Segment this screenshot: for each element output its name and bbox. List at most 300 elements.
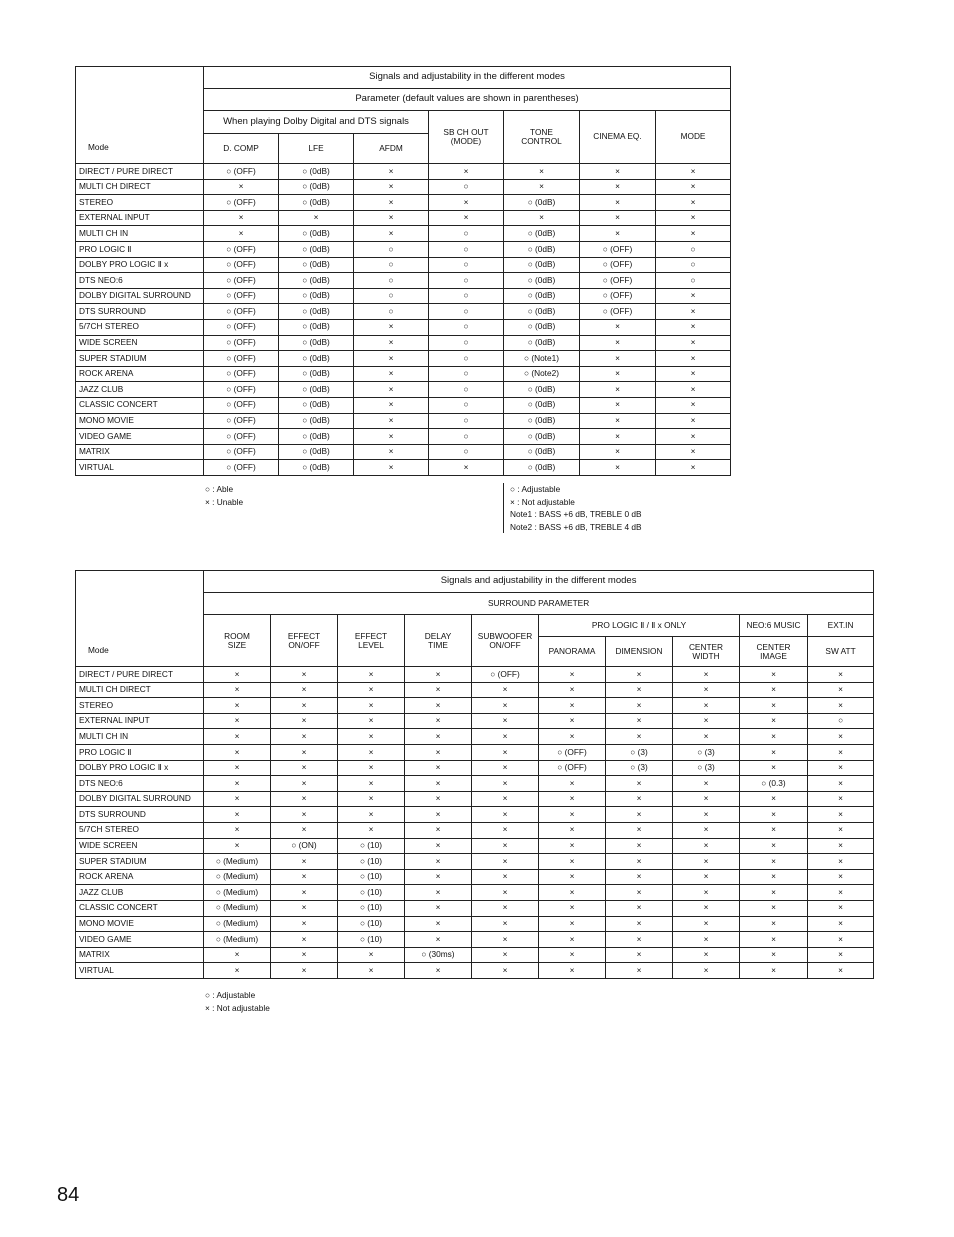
mode-name: SUPER STADIUM: [76, 854, 204, 870]
table-row: [76, 729, 874, 745]
table-cell: ○: [429, 319, 504, 335]
table-cell: ×: [539, 838, 606, 854]
table-cell: ×: [673, 854, 740, 870]
table-cell: ×: [539, 729, 606, 745]
legend-adjustable: [205, 989, 270, 1014]
table-row: [76, 822, 874, 838]
table-cell: ×: [472, 760, 539, 776]
table-cell: ×: [271, 932, 338, 948]
dolby-dts-group-header: When playing Dolby Digital and DTS signals: [204, 111, 429, 134]
table-cell: ×: [539, 682, 606, 698]
table-cell: ×: [338, 760, 405, 776]
table-cell: ×: [606, 963, 673, 979]
table-cell: ○: [656, 241, 731, 257]
table-cell: ○: [354, 257, 429, 273]
table-cell: ×: [656, 179, 731, 195]
table-cell: ×: [405, 807, 472, 823]
table-cell: ×: [204, 963, 271, 979]
column-header: ROOM SIZE: [204, 615, 271, 667]
mode-column-header: Mode: [76, 571, 204, 667]
table-cell: ○ (0dB): [504, 288, 580, 304]
table-cell: ×: [656, 210, 731, 226]
mode-name: EXTERNAL INPUT: [76, 713, 204, 729]
table-cell: ×: [606, 869, 673, 885]
table-cell: ×: [354, 429, 429, 445]
table-cell: ×: [204, 776, 271, 792]
mode-name: DOLBY PRO LOGIC Ⅱ x: [76, 257, 204, 273]
mode-name: 5/7CH STEREO: [76, 319, 204, 335]
table-cell: ○: [429, 257, 504, 273]
table-cell: ○ (0dB): [504, 397, 580, 413]
table-cell: ×: [539, 713, 606, 729]
table-cell: ×: [354, 210, 429, 226]
table-cell: ×: [673, 807, 740, 823]
table-cell: ×: [606, 885, 673, 901]
table-cell: ○: [429, 397, 504, 413]
table-cell: ×: [606, 947, 673, 963]
table-cell: ×: [539, 916, 606, 932]
table-cell: ○: [354, 304, 429, 320]
table-cell: ×: [580, 195, 656, 211]
table-cell: ×: [580, 164, 656, 180]
table-cell: ○ (10): [338, 838, 405, 854]
table-cell: ○ (OFF): [204, 257, 279, 273]
table-cell: ○: [354, 273, 429, 289]
table-cell: ○ (OFF): [204, 444, 279, 460]
table-cell: ×: [472, 682, 539, 698]
table-row: [76, 288, 731, 304]
table-cell: ○: [354, 288, 429, 304]
table-cell: ×: [656, 335, 731, 351]
table-row: [76, 667, 874, 683]
table-cell: ○ (0dB): [504, 195, 580, 211]
table-row: [76, 179, 731, 195]
mode-name: DOLBY PRO LOGIC Ⅱ x: [76, 760, 204, 776]
column-header: PANORAMA: [539, 637, 606, 667]
table-cell: ×: [354, 319, 429, 335]
legend-item: × : Not adjustable: [510, 496, 575, 507]
table-cell: ○ (0dB): [279, 351, 354, 367]
table-cell: ×: [405, 760, 472, 776]
table-cell: ×: [354, 351, 429, 367]
table-cell: ×: [740, 744, 808, 760]
table-cell: ×: [271, 667, 338, 683]
mode-name: WIDE SCREEN: [76, 335, 204, 351]
table-cell: ○ (OFF): [204, 195, 279, 211]
table-row: [76, 947, 874, 963]
table-cell: ○ (OFF): [580, 273, 656, 289]
table-cell: ×: [606, 932, 673, 948]
mode-name: JAZZ CLUB: [76, 382, 204, 398]
table-cell: ○ (Note1): [504, 351, 580, 367]
table-row: [76, 900, 874, 916]
table-cell: ×: [740, 729, 808, 745]
table-cell: ○: [429, 335, 504, 351]
table-cell: ×: [808, 682, 874, 698]
table-cell: ×: [354, 413, 429, 429]
table-cell: ×: [673, 947, 740, 963]
table-cell: ×: [504, 164, 580, 180]
table-cell: ×: [539, 869, 606, 885]
table-cell: ○ (OFF): [580, 288, 656, 304]
table-cell: ×: [271, 791, 338, 807]
mode-name: DOLBY DIGITAL SURROUND: [76, 791, 204, 807]
table-cell: ×: [656, 351, 731, 367]
table-cell: ×: [673, 916, 740, 932]
table-cell: ○ (Medium): [204, 885, 271, 901]
table-cell: ×: [405, 869, 472, 885]
table-cell: ×: [740, 698, 808, 714]
table-cell: ×: [338, 963, 405, 979]
table-cell: ○ (OFF): [204, 429, 279, 445]
table-cell: ×: [740, 667, 808, 683]
mode-name: DIRECT / PURE DIRECT: [76, 667, 204, 683]
table-cell: ×: [656, 319, 731, 335]
table-cell: ×: [673, 822, 740, 838]
table-cell: ×: [606, 776, 673, 792]
mode-name: DTS NEO:6: [76, 273, 204, 289]
mode-name: DTS NEO:6: [76, 776, 204, 792]
column-header: D. COMP: [204, 134, 279, 164]
table-cell: ×: [606, 698, 673, 714]
table-cell: ○ (0dB): [279, 382, 354, 398]
table-cell: ○ (0dB): [279, 335, 354, 351]
table-row: [76, 351, 731, 367]
table-row: [76, 791, 874, 807]
table2-title: Signals and adjustability in the different modes: [204, 571, 874, 593]
table-cell: ○ (OFF): [204, 351, 279, 367]
table-cell: ○ (OFF): [204, 382, 279, 398]
column-header: SW ATT: [808, 637, 874, 667]
table-cell: ×: [740, 854, 808, 870]
table-cell: ×: [580, 460, 656, 476]
table-cell: ×: [405, 791, 472, 807]
table-cell: ×: [673, 838, 740, 854]
mode-name: CLASSIC CONCERT: [76, 900, 204, 916]
table-cell: ×: [405, 776, 472, 792]
table-cell: ○ (OFF): [204, 335, 279, 351]
table-cell: ○ (OFF): [580, 241, 656, 257]
table-cell: ×: [204, 760, 271, 776]
table-cell: ×: [338, 947, 405, 963]
table-cell: ×: [808, 744, 874, 760]
table-cell: ×: [606, 854, 673, 870]
table-cell: ○ (0dB): [279, 366, 354, 382]
mode-name: CLASSIC CONCERT: [76, 397, 204, 413]
mode-name: VIDEO GAME: [76, 429, 204, 445]
table-cell: ×: [539, 822, 606, 838]
table-row: [76, 429, 731, 445]
table-cell: ○ (0dB): [504, 257, 580, 273]
table-cell: ×: [740, 947, 808, 963]
table-row: [76, 460, 731, 476]
table2-subtitle: SURROUND PARAMETER: [204, 593, 874, 615]
table-cell: ×: [673, 698, 740, 714]
table-row: [76, 869, 874, 885]
table-row: [76, 413, 731, 429]
table-cell: ○ (0dB): [279, 444, 354, 460]
table-row: [76, 444, 731, 460]
table-cell: ○ (Medium): [204, 854, 271, 870]
table-cell: ×: [338, 776, 405, 792]
table-cell: ×: [271, 900, 338, 916]
table-cell: ×: [808, 729, 874, 745]
table-cell: ×: [405, 932, 472, 948]
table-row: [76, 713, 874, 729]
table-cell: ○ (0dB): [504, 429, 580, 445]
table-cell: ○: [429, 179, 504, 195]
table-cell: ○: [808, 713, 874, 729]
legend-item: × : Not adjustable: [205, 1002, 270, 1013]
table-row: [76, 963, 874, 979]
table-cell: ○ (0dB): [504, 460, 580, 476]
legend-note: Note1 : BASS +6 dB, TREBLE 0 dB: [510, 509, 642, 519]
table-cell: ×: [204, 744, 271, 760]
table-cell: ×: [673, 885, 740, 901]
table-cell: ○ (OFF): [580, 304, 656, 320]
table-cell: ○ (0dB): [279, 195, 354, 211]
table-cell: ○ (0dB): [279, 397, 354, 413]
table-cell: ×: [271, 713, 338, 729]
table-cell: ○: [354, 241, 429, 257]
table-cell: ×: [539, 698, 606, 714]
column-header: LFE: [279, 134, 354, 164]
table-cell: ○: [656, 257, 731, 273]
table-cell: ×: [656, 366, 731, 382]
table-cell: ×: [429, 460, 504, 476]
table-cell: ×: [808, 791, 874, 807]
mode-name: DTS SURROUND: [76, 304, 204, 320]
table-cell: ×: [271, 682, 338, 698]
table-cell: ×: [338, 698, 405, 714]
table-cell: ×: [354, 397, 429, 413]
mode-name: MATRIX: [76, 947, 204, 963]
table-cell: ×: [539, 963, 606, 979]
table-cell: ○ (3): [606, 760, 673, 776]
table-cell: ×: [673, 682, 740, 698]
mode-name: SUPER STADIUM: [76, 351, 204, 367]
table-cell: ×: [204, 807, 271, 823]
table-cell: ×: [673, 791, 740, 807]
table-cell: ×: [405, 900, 472, 916]
table-cell: ×: [740, 932, 808, 948]
table-cell: ×: [271, 729, 338, 745]
table-cell: ×: [740, 682, 808, 698]
table-cell: ○: [429, 304, 504, 320]
table-cell: ○: [429, 241, 504, 257]
mode-name: MULTI CH DIRECT: [76, 682, 204, 698]
table-row: [76, 210, 731, 226]
table-cell: ×: [405, 963, 472, 979]
table-cell: ×: [606, 807, 673, 823]
mode-name: DTS SURROUND: [76, 807, 204, 823]
mode-name: VIRTUAL: [76, 963, 204, 979]
mode-name: VIRTUAL: [76, 460, 204, 476]
table-cell: ×: [504, 179, 580, 195]
column-header: EFFECT ON/OFF: [271, 615, 338, 667]
table-cell: ○ (0dB): [279, 179, 354, 195]
table-cell: ○ (0dB): [279, 429, 354, 445]
table-cell: ×: [606, 682, 673, 698]
table-row: [76, 838, 874, 854]
table-row: [76, 885, 874, 901]
table-cell: ×: [808, 900, 874, 916]
table-cell: ×: [271, 916, 338, 932]
table-cell: ○ (OFF): [204, 288, 279, 304]
table-cell: ○ (10): [338, 854, 405, 870]
column-header: MODE: [656, 111, 731, 164]
table-cell: ○ (ON): [271, 838, 338, 854]
table-cell: ×: [808, 947, 874, 963]
table-cell: ×: [405, 854, 472, 870]
table-cell: ○ (OFF): [204, 460, 279, 476]
table-cell: ×: [405, 729, 472, 745]
table-row: [76, 273, 731, 289]
table-cell: ×: [271, 947, 338, 963]
table-cell: ○ (0dB): [504, 273, 580, 289]
mode-name: WIDE SCREEN: [76, 838, 204, 854]
table-cell: ×: [740, 885, 808, 901]
table-cell: ×: [405, 885, 472, 901]
mode-name: MONO MOVIE: [76, 413, 204, 429]
table-cell: ×: [472, 869, 539, 885]
table-cell: ×: [808, 667, 874, 683]
mode-name: MONO MOVIE: [76, 916, 204, 932]
table-cell: ×: [472, 947, 539, 963]
table-cell: ×: [405, 713, 472, 729]
table-cell: ×: [740, 916, 808, 932]
table-cell: ○ (Medium): [204, 932, 271, 948]
table-cell: ×: [580, 210, 656, 226]
table-cell: ×: [580, 335, 656, 351]
mode-name: MATRIX: [76, 444, 204, 460]
table-row: [76, 397, 731, 413]
column-header: AFDM: [354, 134, 429, 164]
table-cell: ○ (0dB): [504, 226, 580, 242]
table-cell: ○: [429, 366, 504, 382]
table-row: [76, 195, 731, 211]
table-cell: ×: [472, 807, 539, 823]
mode-name: MULTI CH IN: [76, 729, 204, 745]
column-header: CENTER WIDTH: [673, 637, 740, 667]
table-cell: ×: [539, 807, 606, 823]
table-cell: ×: [580, 444, 656, 460]
table-cell: ×: [673, 776, 740, 792]
table-cell: ×: [354, 460, 429, 476]
table-cell: ×: [271, 776, 338, 792]
table-cell: ×: [673, 900, 740, 916]
table-cell: ×: [606, 900, 673, 916]
mode-name: ROCK ARENA: [76, 869, 204, 885]
legend-item: × : Unable: [205, 496, 244, 507]
table-cell: ×: [539, 947, 606, 963]
mode-name: MULTI CH IN: [76, 226, 204, 242]
table-cell: ○ (0dB): [279, 460, 354, 476]
table-cell: ×: [656, 226, 731, 242]
table-cell: ×: [656, 413, 731, 429]
legend-adjustable-notes: [503, 483, 642, 533]
table-cell: ×: [429, 164, 504, 180]
pro-logic-group-header: PRO LOGIC Ⅱ / Ⅱ x ONLY: [539, 615, 740, 637]
legend-item: ○ : Adjustable: [205, 990, 256, 1000]
table-cell: ○ (OFF): [204, 241, 279, 257]
table-row: [76, 682, 874, 698]
table-cell: ×: [580, 429, 656, 445]
table-cell: ×: [740, 807, 808, 823]
table-cell: ×: [740, 822, 808, 838]
table-cell: ×: [279, 210, 354, 226]
table-cell: ×: [656, 304, 731, 320]
table-cell: ×: [606, 838, 673, 854]
table-cell: ○ (0dB): [504, 319, 580, 335]
table-cell: ×: [580, 351, 656, 367]
mode-name: ROCK ARENA: [76, 366, 204, 382]
table-cell: ×: [606, 713, 673, 729]
table-row: [76, 382, 731, 398]
table1-title: Signals and adjustability in the different modes: [204, 67, 731, 89]
table-cell: ×: [656, 195, 731, 211]
table-cell: ×: [354, 164, 429, 180]
table-cell: ×: [539, 885, 606, 901]
table-cell: ×: [580, 319, 656, 335]
table-cell: ×: [271, 885, 338, 901]
table-cell: ×: [606, 667, 673, 683]
table-cell: ○: [429, 288, 504, 304]
column-header: EFFECT LEVEL: [338, 615, 405, 667]
table-cell: ×: [740, 963, 808, 979]
neo6-music-group-header: NEO:6 MUSIC: [740, 615, 808, 637]
column-header: SUBWOOFER ON/OFF: [472, 615, 539, 667]
table-cell: ○ (10): [338, 900, 405, 916]
table-cell: ○ (0dB): [279, 164, 354, 180]
table-cell: ○ (3): [606, 744, 673, 760]
table-cell: ×: [808, 869, 874, 885]
page-number: 84: [57, 1184, 80, 1206]
table-cell: ×: [539, 900, 606, 916]
table-cell: ○ (0dB): [279, 304, 354, 320]
table-cell: ×: [656, 444, 731, 460]
table-cell: ○ (Note2): [504, 366, 580, 382]
table-row: [76, 226, 731, 242]
table-cell: ×: [204, 713, 271, 729]
table-cell: ×: [656, 460, 731, 476]
table-cell: ×: [673, 729, 740, 745]
table-cell: ×: [673, 869, 740, 885]
table1-subtitle: Parameter (default values are shown in parentheses): [204, 89, 731, 111]
column-header: SB CH OUT (MODE): [429, 111, 504, 164]
table-cell: ×: [472, 885, 539, 901]
legend-item: ○ : Able: [205, 484, 234, 494]
table-cell: ○: [656, 273, 731, 289]
table-cell: ×: [472, 822, 539, 838]
table-cell: ○ (0dB): [279, 241, 354, 257]
surround-parameter-table: [75, 570, 874, 979]
table-row: [76, 366, 731, 382]
table-row: [76, 760, 874, 776]
table-cell: ×: [338, 729, 405, 745]
table-cell: ○ (OFF): [204, 366, 279, 382]
table-cell: ○ (OFF): [539, 760, 606, 776]
table-cell: ×: [472, 791, 539, 807]
legend-item: ○ : Adjustable: [510, 484, 561, 494]
table-cell: ×: [808, 854, 874, 870]
table-cell: ×: [580, 179, 656, 195]
table-cell: ×: [740, 791, 808, 807]
table-cell: ×: [539, 932, 606, 948]
table-cell: ×: [673, 932, 740, 948]
table-cell: ×: [338, 822, 405, 838]
mode-name: MULTI CH DIRECT: [76, 179, 204, 195]
